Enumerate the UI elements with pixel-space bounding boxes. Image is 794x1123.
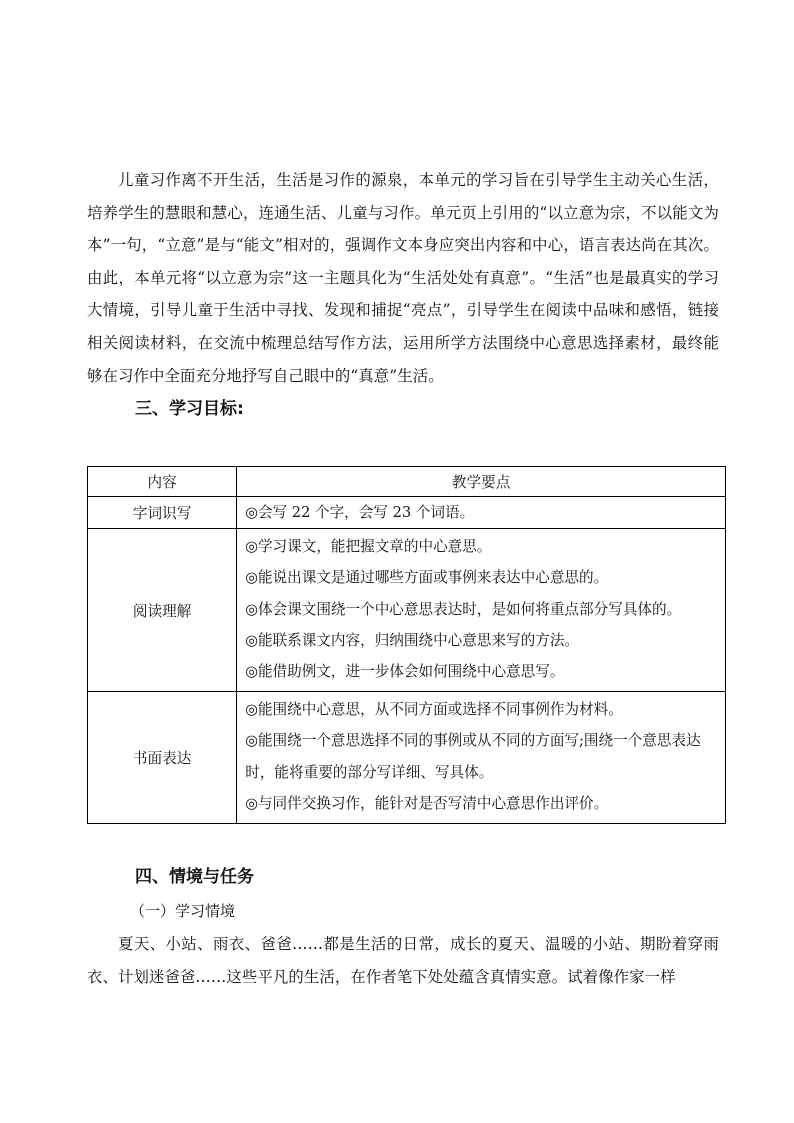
table-row (88, 497, 726, 529)
points-cell (237, 497, 726, 529)
header-teaching-points: 教学要点 (237, 467, 726, 497)
category-cell: 阅读理解 (88, 529, 237, 692)
table-row (88, 692, 726, 824)
subheading-learning-context: （一）学习情境 (130, 902, 236, 920)
header-content: 内容 (88, 467, 237, 497)
points-cell (237, 529, 726, 692)
category-cell: 字词识写 (88, 497, 237, 529)
intro-paragraph: 儿童习作离不开生活，生活是习作的源泉，本单元的学习旨在引导学生主动关心生活，培养学生的慧眼和慧心，连通生活、儿童与习作。单元页上引用的“以立意为宗，不以能文为本”一句，“立意”是与“能文”相对的，强调作文本身应突出内容和中心，语言表达尚在其次。由此，本单元将“以立意为宗”这一主题具化为“生活处处有真意”。“生活”也是最真实的学习大情境，引导儿童于生活中寻找、发现和捕捉“亮点”，引导学生在阅读中品味和感悟，链接相关阅读材料，在交流中梳理总结写作方法，运用所学方法围绕中心意思选择素材，最终能够在习作中全面充分地抒写自己眼中的“真意”生活。 (87, 171, 719, 385)
section-heading-context-and-tasks: 四、情境与任务 (135, 867, 254, 887)
points-cell (237, 692, 726, 824)
table-header-row (88, 467, 726, 497)
list-item: ◎与同伴交换习作，能针对是否写清中心意思作出评价。 (245, 794, 609, 812)
table-row (88, 529, 726, 692)
category-cell: 书面表达 (88, 692, 237, 824)
list-item: ◎体会课文围绕一个中心意思表达时，是如何将重点部分写具体的。 (245, 600, 682, 618)
list-item: ◎学习课文，能把握文章的中心意思。 (245, 538, 492, 556)
section-heading-learning-goals: 三、学习目标: (135, 399, 244, 419)
list-item: ◎会写 22 个字，会写 23 个词语。 (245, 504, 475, 521)
list-item: ◎能说出课文是通过哪些方面或事例来表达中心意思的。 (245, 569, 609, 587)
list-item: ◎能借助例文，进一步体会如何围绕中心意思写。 (245, 663, 565, 681)
learning-goals-table (87, 466, 726, 824)
list-item: ◎能围绕一个意思选择不同的事例或从不同的方面写;围绕一个意思表达时，能将重要的部分写详细、写具体。 (245, 732, 701, 781)
list-item: ◎能联系课文内容，归纳围绕中心意思来写的方法。 (245, 631, 580, 649)
list-item: ◎能围绕中心意思，从不同方面或选择不同事例作为材料。 (245, 701, 623, 719)
context-paragraph: 夏天、小站、雨衣、爸爸……都是生活的日常，成长的夏天、温暖的小站、期盼着穿雨衣、计划迷爸爸……这些平凡的生活，在作者笔下处处蕴含真情实意。试着像作家一样 (87, 935, 719, 986)
